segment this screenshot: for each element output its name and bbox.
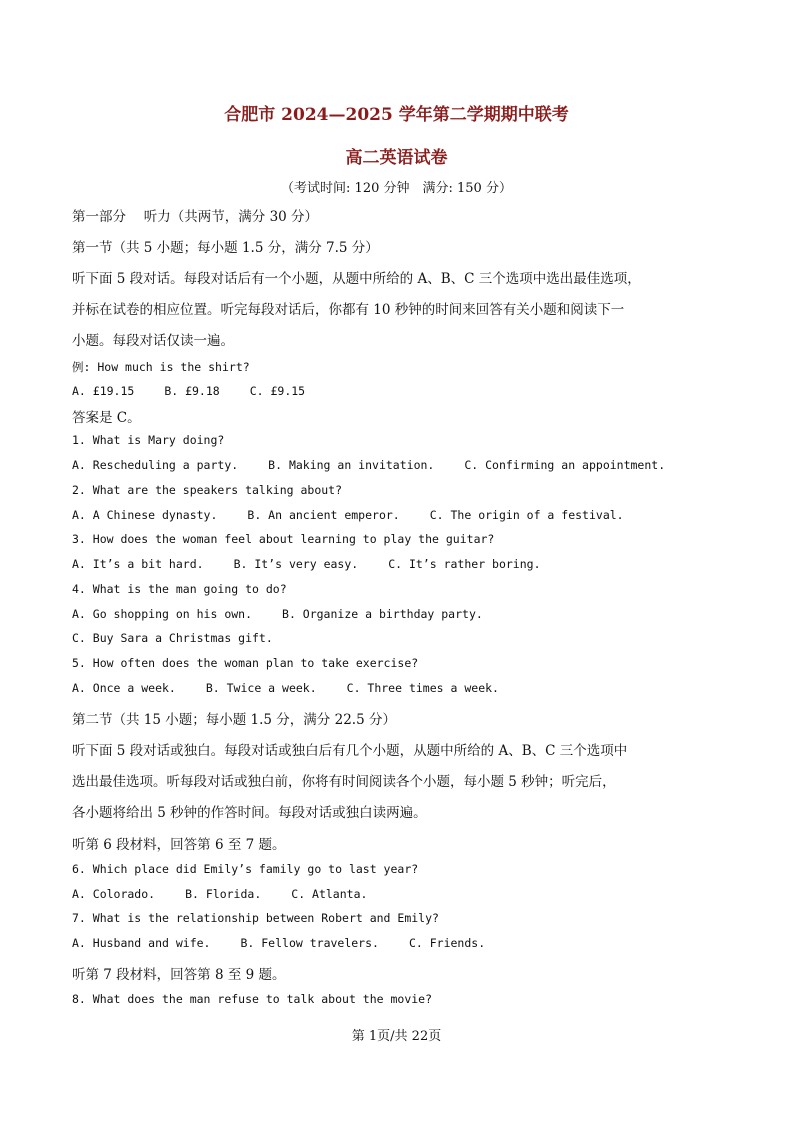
question: 3. How does the woman feel about learning to play the guitar? (72, 532, 495, 546)
option: A. £19.15 (72, 384, 135, 398)
exam-subtitle: 高二英语试卷 (345, 148, 448, 168)
option: C. £9.15 (249, 384, 306, 398)
option: A. Colorado. (72, 887, 156, 901)
option: B. Fellow travelers. (240, 936, 379, 950)
example-options (72, 384, 305, 398)
option: A. Once a week. (72, 681, 176, 695)
question: 5. How often does the woman plan to take exercise? (72, 656, 419, 670)
section2-instruction-line: 听下面 5 段对话或独白。每段对话或独白后有几个小题，从题中所给的 A、B、C 三个选项中 (72, 743, 628, 759)
question-options (72, 607, 483, 621)
option: B. Twice a week. (205, 681, 317, 695)
option: C. Friends. (408, 936, 486, 950)
question: 1. What is Mary doing? (72, 433, 225, 447)
example-answer: 答案是 C。 (72, 410, 141, 426)
question-options (72, 887, 367, 901)
section2-instruction-line: 选出最佳选项。听每段对话或独白前，你将有时间阅读各个小题，每小题 5 秒钟；听完后， (72, 774, 616, 790)
option: A. A Chinese dynasty. (72, 508, 218, 522)
option: B. £9.18 (164, 384, 220, 398)
option: C. It’s rather boring. (388, 557, 541, 571)
question-options (72, 508, 624, 522)
option: C. Confirming an appointment. (464, 458, 666, 472)
material-heading: 听第 6 段材料，回答第 6 至 7 题。 (72, 837, 286, 853)
question: 2. What are the speakers talking about? (72, 483, 343, 497)
material-heading: 听第 7 段材料，回答第 8 至 9 题。 (72, 967, 286, 983)
section2-heading: 第二节（共 15 小题；每小题 1.5 分，满分 22.5 分） (72, 712, 396, 728)
question: 6. Which place did Emily’s family go to last year? (72, 862, 419, 876)
option: A. Rescheduling a party. (72, 458, 239, 472)
option: C. Three times a week. (346, 681, 499, 695)
option: B. It’s very easy. (233, 557, 359, 571)
option: B. An ancient emperor. (247, 508, 400, 522)
option: A. Go shopping on his own. (72, 607, 253, 621)
section1-instruction-line: 小题。每段对话仅读一遍。 (72, 333, 234, 349)
question: 8. What does the man refuse to talk about the movie? (72, 992, 433, 1006)
option: B. Florida. (185, 887, 262, 901)
section2-instruction-line: 各小题将给出 5 秒钟的作答时间。每段对话或独白读两遍。 (72, 805, 427, 821)
option: B. Making an invitation. (268, 458, 435, 472)
exam-info: （考试时间: 120 分钟 满分: 150 分） (281, 181, 512, 196)
page-footer: 第 1页/共 22页 (351, 1029, 442, 1044)
question: 7. What is the relationship between Robert and Emily? (72, 911, 439, 925)
question: 4. What is the man going to do? (72, 582, 287, 596)
section1-instruction-line: 听下面 5 段对话。每段对话后有一个小题，从题中所给的 A、B、C 三个选项中选出最佳选项， (72, 271, 641, 287)
question-options (72, 557, 541, 571)
part1-heading: 第一部分 听力（共两节，满分 30 分） (72, 209, 319, 225)
option: C. Buy Sara a Christmas gift. (72, 631, 273, 645)
option: C. The origin of a festival. (429, 508, 624, 522)
example-question: 例: How much is the shirt? (72, 360, 250, 374)
option: B. Organize a birthday party. (282, 607, 483, 621)
section1-heading: 第一节（共 5 小题；每小题 1.5 分，满分 7.5 分） (72, 240, 379, 256)
question-options (72, 936, 485, 950)
option: A. It’s a bit hard. (72, 557, 204, 571)
option: A. Husband and wife. (72, 936, 211, 950)
question-options (72, 681, 499, 695)
section1-instruction-line: 并标在试卷的相应位置。听完每段对话后，你都有 10 秒钟的时间来回答有关小题和阅读下一 (72, 302, 625, 318)
option: C. Atlanta. (291, 887, 368, 901)
question-options (72, 458, 665, 472)
exam-title: 合肥市 2024—2025 学年第二学期期中联考 (224, 105, 569, 125)
